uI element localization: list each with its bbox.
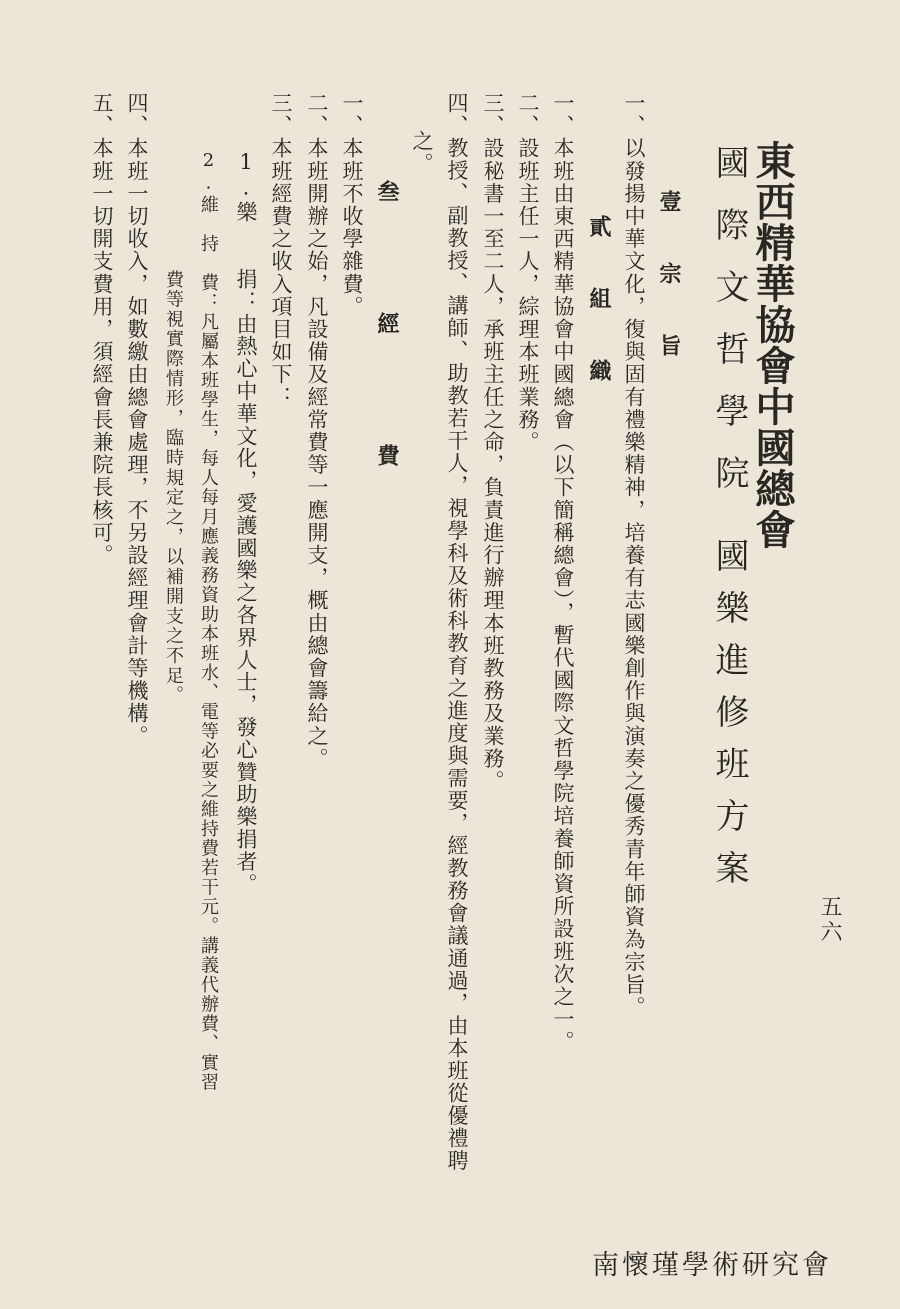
section-heading-3: 叁 經 費 — [374, 180, 400, 508]
title-line-2b: 國樂進修班方案 — [709, 538, 749, 902]
section-3-subitem-2-cont: 費等視實際情形，臨時規定之，以補開支之不足。 — [163, 270, 184, 706]
section-3-item-5: 五、本班一切開支費用，須經會長兼院長核可。 — [90, 92, 114, 567]
title-line-2a: 國際文哲學院 — [709, 145, 749, 517]
footer-publisher: 南懷瑾學術研究會 — [592, 1250, 832, 1281]
section-2-item-1: 一、本班由東西精華協會中國總會（以下簡稱總會），暫代國際文哲學院培養師資所設班次之一。 — [551, 92, 575, 1054]
section-3-subitem-1: 1.樂 捐：由熱心中華文化，愛護國樂之各界人士，發心贊助樂捐者。 — [234, 150, 258, 896]
section-3-item-3: 三、本班經費之收入項目如下： — [269, 92, 293, 409]
section-3-item-4: 四、本班一切收入，如數繳由總會處理，不另設經理會計等機構。 — [125, 92, 149, 748]
section-2-item-3: 三、設秘書一至二人，承班主任之命，負責進行辦理本班教務及業務。 — [481, 92, 505, 793]
section-heading-1: 壹 宗 旨 — [656, 190, 682, 368]
section-2-item-4-cont: 之。 — [410, 130, 434, 176]
section-heading-2: 貳 組 織 — [586, 215, 612, 393]
section-1-item-1: 一、以發揚中華文化，復與固有禮樂精神，培養有志國樂創作與演奏之優秀青年師資為宗旨。 — [622, 92, 646, 1019]
title-line-1: 東西精華協會中國總會 — [749, 140, 796, 550]
section-2-item-2: 二、設班主任一人，綜理本班業務。 — [516, 92, 540, 454]
section-2-item-4: 四、教授、副教授、講師、助教若干人，視學科及術科教育之進度與需要，經教務會議通過，由本班從優禮聘 — [445, 92, 469, 1172]
page-number: 五六 — [817, 895, 842, 945]
section-3-item-1: 一、本班不收學雜費。 — [340, 92, 364, 318]
section-3-subitem-2: 2.維 持 費：凡屬本班學生，每人每月應義務資助本班水、電等必要之維持費若干元。講義代辦費、實習 — [198, 150, 219, 1092]
section-3-item-2: 二、本班開辦之始，凡設備及經常費等一應開支，概由總會籌給之。 — [305, 92, 329, 770]
